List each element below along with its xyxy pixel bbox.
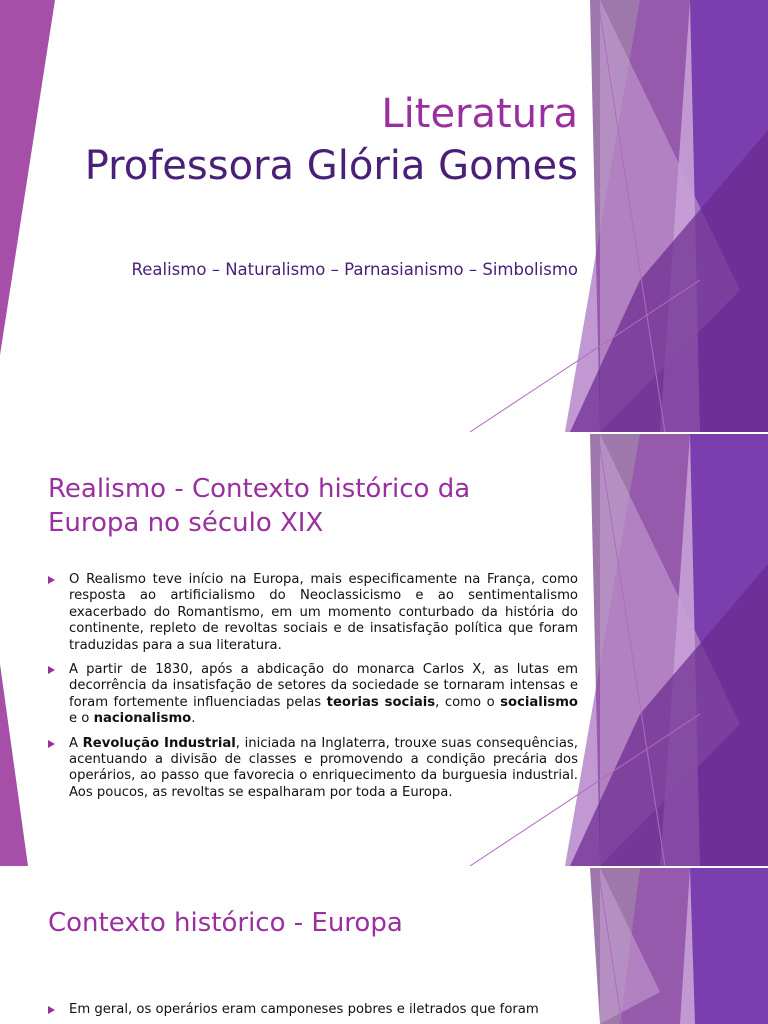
presentation-subtitle: Realismo – Naturalismo – Parnasianismo – Simbolismo [131, 260, 578, 279]
slide-decoration [0, 0, 768, 432]
left-accent-shape [0, 0, 55, 355]
list-item [48, 736, 578, 802]
bullet-text: A partir de 1830, após a abdicação do monarca Carlos X, as lutas em decorrência da insatisfação de setores da sociedade se tornaram intensas e foram fortemente influenciadas pelas [69, 662, 578, 710]
bullet-text: O Realismo teve início na Europa, mais especificamente na França, como resposta ao artificialismo do Neoclassicismo e ao sentimentalismo exacerbado do Romantismo, em um momento conturbado da história do continente, repleto de revoltas sociais e de insatisfação política que foram traduzidas para a sua literatura. [69, 572, 578, 653]
stripe-shape [690, 868, 768, 1024]
bullet-list [48, 1002, 578, 1024]
bullet-text: A [69, 735, 83, 751]
bullet-arrow-icon [48, 740, 55, 748]
slide-decoration [0, 868, 768, 1024]
bullet-arrow-icon [48, 1006, 55, 1014]
bullet-arrow-icon [48, 666, 55, 674]
slide-heading: Contexto histórico - Europa [48, 908, 403, 938]
list-item [48, 662, 578, 728]
bold-term: socialismo [500, 694, 578, 710]
title-line-1: Literatura [381, 91, 578, 137]
content-slide-contexto [0, 868, 768, 1024]
bold-term: Revolução Industrial [82, 735, 236, 751]
left-accent-shape [0, 664, 28, 866]
title-slide [0, 0, 768, 432]
bullet-list [48, 572, 578, 809]
bullet-text: Em geral, os operários eram camponeses pobres e iletrados que foram [69, 1002, 539, 1017]
list-item [48, 1002, 578, 1018]
bullet-text: , iniciada na Inglaterra, trouxe suas consequências, acentuando a divisão de classes e promovendo a condição precária dos operários, ao passo que favorecia o enriquecimento da burguesia industrial. Aos poucos, as revoltas se espalharam por toda a Europa. [69, 735, 578, 800]
bullet-text: . [191, 711, 196, 727]
presentation-title [58, 88, 578, 192]
bullet-text: e o [69, 711, 94, 727]
content-slide-realismo [0, 434, 768, 866]
title-line-2: Professora Glória Gomes [84, 143, 578, 189]
bullet-arrow-icon [48, 576, 55, 584]
list-item [48, 572, 578, 654]
bold-term: teorias sociais [326, 694, 436, 710]
slide-heading: Realismo - Contexto histórico da Europa no século XIX [48, 474, 471, 538]
bold-term: nacionalismo [93, 711, 192, 727]
bullet-text: , como o [435, 694, 501, 710]
